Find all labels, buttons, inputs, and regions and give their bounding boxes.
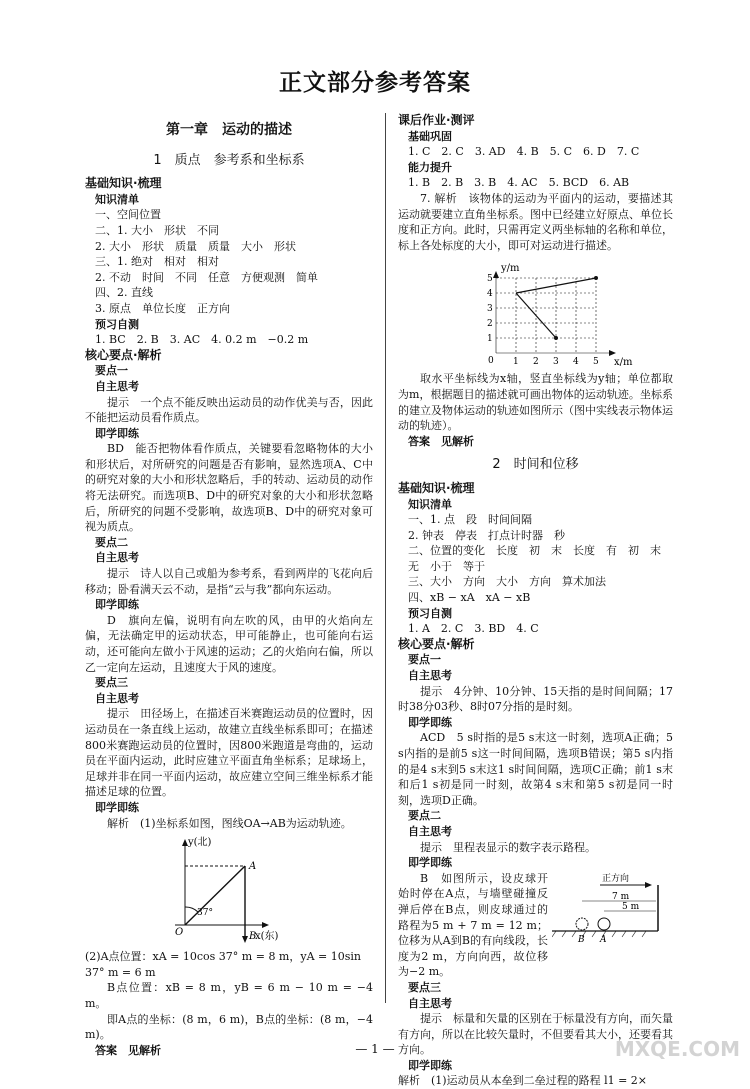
r-point2-heading: 要点二	[408, 809, 441, 823]
fig2-tick: 1	[487, 334, 493, 345]
r-point3-answer: 解析 (1)运动员从本垒到二垒过程的路程 l1 = 2×	[398, 1074, 648, 1088]
r-point3-heading: 要点三	[408, 980, 441, 994]
list2-heading: 知识清单	[408, 497, 452, 511]
calc-line-1: (2)A点位置：xA = 10cos 37° m = 8 m，yA = 10sin 37° m = 6 m	[85, 950, 361, 979]
fig2-tick: 1	[513, 357, 519, 368]
fig3-point-b: B	[578, 934, 585, 943]
point1-answer: BD 能否把物体看作质点，关键要看忽略物体的大小和形状后，对所研究的问题是否有影响，显然选项A、C中的研究对象的大小和形状忽略后，手的转动、运动员的动作将无法研究。而选项B、D中的研究对象的大小和形状忽略后，所研究的问题不受影响，故选项B、D中的研究对象可视为质点。	[85, 442, 373, 534]
r-point3-practice: 即学即练	[408, 1058, 452, 1072]
point3-heading: 要点三	[95, 676, 128, 690]
list-line: 二、1. 大小 形状 不同	[95, 223, 219, 237]
list-line: 2. 不动 时间 不同 任意 方便观测 简单	[95, 270, 318, 284]
wall-figure	[552, 871, 672, 943]
point1-heading: 要点一	[95, 364, 128, 378]
r-point2-practice: 即学即练	[408, 856, 452, 870]
core-heading: 核心要点·解析	[85, 347, 162, 362]
preview-heading: 预习自测	[95, 317, 139, 331]
section2-title: 2 时间和位移	[492, 457, 579, 473]
preview-answer: 1. BC 2. B 3. AC 4. 0.2 m −0.2 m	[95, 333, 309, 347]
watermark-logo: MXQE.COM	[614, 1037, 740, 1061]
fig1-origin: O	[175, 927, 184, 939]
fig1-angle: 37°	[197, 908, 213, 919]
q7-continued: 取水平坐标线为x轴，竖直坐标线为y轴；单位都取为m，根据题目的描述就可画出物体的运动轨迹。坐标系的建立及物体运动的轨迹如图所示（图中实线表示物体运动的轨迹）。	[398, 372, 673, 433]
q7-answer: 答案 见解析	[408, 434, 474, 448]
list-line: 一、空间位置	[95, 208, 161, 222]
fig1-point-b: B	[249, 931, 257, 943]
r-point1-practice: 即学即练	[408, 715, 452, 729]
preview2-answer: 1. A 2. C 3. BD 4. C	[408, 622, 539, 636]
homework-heading: 课后作业·测评	[398, 113, 475, 127]
chapter-title: 第一章 运动的描述	[166, 122, 292, 138]
r-point1-hint: 提示 4分钟、10分钟、15天指的是时间间隔；17时38分03秒、8时07分指的是时刻。	[398, 684, 673, 714]
list-line: 2. 大小 形状 质量 质量 大小 形状	[95, 239, 296, 253]
fig2-tick: 4	[573, 357, 579, 368]
point1-think: 自主思考	[95, 379, 139, 393]
coordinate-figure-2	[398, 257, 673, 367]
calc-line-3: 即A点的坐标：(8 m，6 m)，B点的坐标：(8 m，−4 m)。	[85, 1012, 373, 1042]
fig2-tick: 5	[487, 274, 493, 285]
point3-answer: 解析 (1)坐标系如图，图线OA→AB为运动轨迹。	[107, 816, 352, 830]
point2-answer: D 旗向左偏，说明有向左吹的风，由甲的火焰向左偏，无法确定甲的运动状态，甲可能静止，也可能向右运动，还可能向左做小于风速的运动；乙的火焰向右偏，所以乙一定向左运动，且速度大于风的速度。	[85, 613, 373, 674]
right-column	[398, 113, 673, 1089]
homework-basic: 基础巩固	[408, 129, 452, 143]
fig1-x-label: x(东)	[255, 931, 279, 943]
r-point1-heading: 要点一	[408, 653, 441, 667]
point2-hint: 提示 诗人以自己或船为参考系，看到两岸的飞花向后移动；卧看满天云不动，是指“云与我”都向东运动。	[85, 567, 373, 596]
point1-hint: 提示 一个点不能反映出运动员的动作优美与否，因此不能把运动员看作质点。	[85, 395, 373, 425]
homework-basic-answers: 1. C 2. C 3. AD 4. B 5. C 6. D 7. C	[408, 145, 640, 159]
fig2-tick: 2	[533, 357, 539, 368]
fig2-tick: 3	[553, 357, 559, 368]
basics2-heading: 基础知识·梳理	[398, 480, 475, 495]
list-line: 三、1. 绝对 相对 相对	[95, 255, 219, 269]
basics-heading: 基础知识·梳理	[85, 176, 162, 191]
r-point2-answer: B 如图所示，设皮球开始时停在A点，与墙壁碰撞反弹后停在B点，则皮球通过的路程为5 m + 7 m = 12 m；位移为从A到B的有向线段，长度为2 m，方向向西，故位移为−2 m。	[398, 871, 548, 979]
column-divider	[385, 113, 386, 1003]
coordinate-figure-1	[85, 835, 373, 945]
calc-line-2: B点位置：xB = 8 m，yB = 6 m − 10 m = −4 m。	[85, 981, 373, 1010]
list-heading: 知识清单	[95, 192, 139, 206]
section-title: 1 质点 参考系和坐标系	[153, 152, 305, 168]
fig3-7m: 7 m	[612, 891, 630, 902]
page-number: — 1 —	[355, 1042, 395, 1056]
preview2-heading: 预习自测	[408, 606, 452, 620]
fig2-y-label: y/m	[501, 263, 520, 275]
fig2-tick: 3	[487, 304, 493, 315]
fig1-y-label: y(北)	[188, 837, 212, 849]
r-point2-hint: 提示 里程表显示的数字表示路程。	[420, 840, 596, 854]
fig2-tick: 2	[487, 319, 493, 330]
r-point1-answer: ACD 5 s时指的是5 s末这一时刻，选项A正确；5 s内指的是前5 s这一时间间隔，选项B错误；第5 s内指的是4 s末到5 s末这1 s时间间隔，选项C正确；前1 s末和后1 s初是同一时刻，故第4 s末和第5 s初是同一时刻，选项D正确。	[398, 731, 673, 807]
fig2-origin: 0	[488, 356, 494, 367]
q7-text: 7. 解析 该物体的运动为平面内的运动，要描述其运动就要建立直角坐标系。图中已经建立好原点、单位长度和正方向。此时，只需再定义两坐标轴的名称和单位，标上各处标度的大小，即可对运动进行描述。	[398, 191, 673, 252]
list2-line: 四、xB − xA xA − xB	[408, 591, 531, 605]
list2-line: 三、大小 方向 大小 方向 算术加法	[408, 575, 606, 589]
list2-line: 2. 钟表 停表 打点计时器 秒	[408, 528, 565, 542]
r-point3-hint: 提示 标量和矢量的区别在于标量没有方向，而矢量有方向，所以在比较矢量时，不但要看其大小，还要看其方向。	[398, 1012, 673, 1057]
fig3-direction: 正方向	[602, 873, 630, 884]
fig2-x-label: x/m	[614, 357, 633, 368]
list2-line: 一、1. 点 段 时间间隔	[408, 513, 532, 527]
fig3-5m: 5 m	[622, 901, 640, 912]
r-point3-think: 自主思考	[408, 996, 452, 1010]
fig2-tick: 5	[593, 357, 599, 368]
left-column	[85, 115, 373, 1058]
fig3-point-a: A	[600, 934, 607, 943]
point3-hint: 提示 田径场上，在描述百米赛跑运动员的位置时，因运动员在一条直线上运动，故建立直线坐标系即可；在描述800米赛跑运动员的位置时，因800米跑道是弯曲的，运动员在平面内运动，此时应建立平面直角坐标系；足球场上，足球并非在同一平面内运动，故应建立空间三维坐标系才能描述足球的位置。	[85, 707, 373, 799]
fig1-point-a: A	[249, 861, 257, 873]
point1-practice: 即学即练	[95, 426, 139, 440]
r-point2-think: 自主思考	[408, 824, 452, 838]
page-title: 正文部分参考答案	[279, 70, 471, 96]
point2-heading: 要点二	[95, 535, 128, 549]
point3-think: 自主思考	[95, 691, 139, 705]
point2-practice: 即学即练	[95, 598, 139, 612]
homework-advanced-answers: 1. B 2. B 3. B 4. AC 5. BCD 6. AB	[408, 176, 630, 190]
r-point1-think: 自主思考	[408, 669, 452, 683]
answer-line: 答案 见解析	[95, 1043, 161, 1057]
list-line: 3. 原点 单位长度 正方向	[95, 301, 230, 315]
point3-practice: 即学即练	[95, 800, 139, 814]
point2-think: 自主思考	[95, 551, 139, 565]
core2-heading: 核心要点·解析	[398, 636, 475, 651]
homework-advanced: 能力提升	[408, 160, 452, 174]
list-line: 四、2. 直线	[95, 286, 153, 300]
fig2-tick: 4	[487, 289, 493, 300]
list2-line: 二、位置的变化 长度 初 末 长度 有 初 末 无 小于 等于	[408, 544, 672, 573]
